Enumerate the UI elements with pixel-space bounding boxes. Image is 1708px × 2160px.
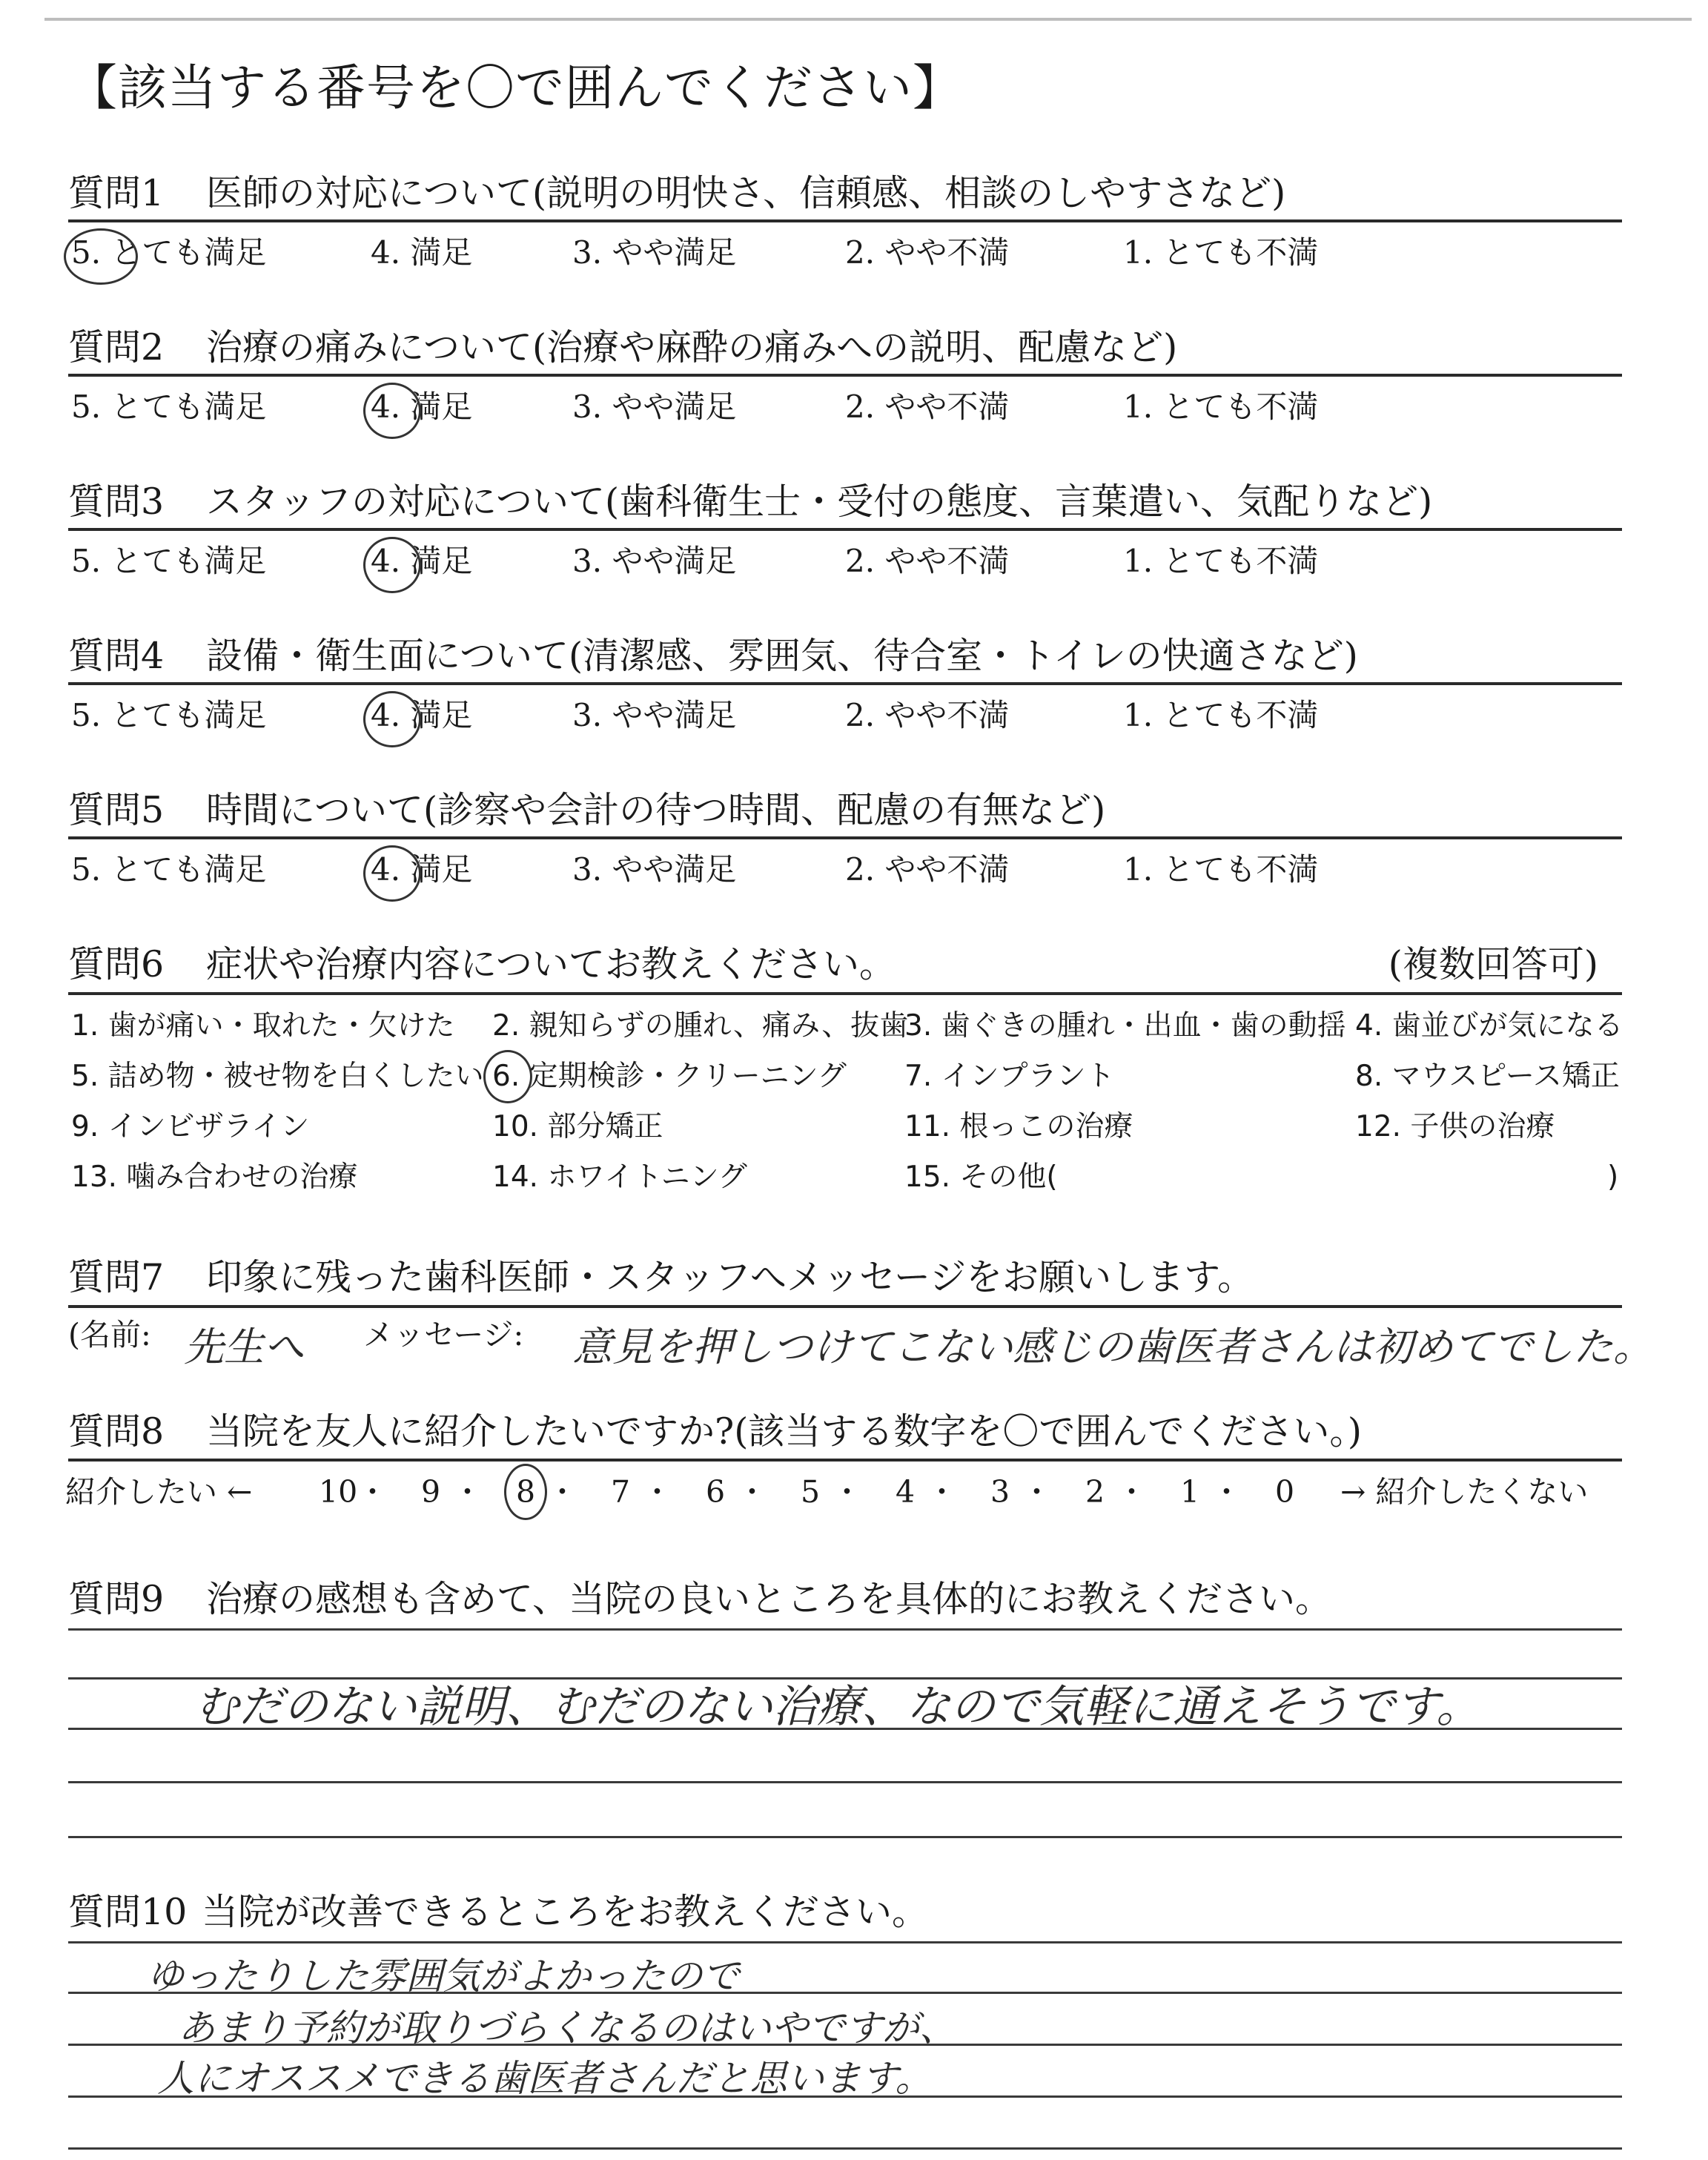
q6-option-13[interactable]: 13. 噛み合わせの治療 bbox=[71, 1160, 358, 1194]
q6-option-8[interactable]: 8. マウスピース矯正 bbox=[1355, 1060, 1620, 1093]
q8-score-3[interactable]: 3 bbox=[990, 1474, 1010, 1510]
q6-option-5[interactable]: 5. 詰め物・被せ物を白くしたい bbox=[71, 1060, 484, 1093]
q9-line-2 bbox=[68, 1677, 1622, 1680]
q8-separator-dot: ・ bbox=[357, 1474, 388, 1510]
q6-multiple-note: (複数回答可) bbox=[1388, 943, 1598, 985]
q8-score-1[interactable]: 1 bbox=[1180, 1474, 1200, 1510]
q6-number: 質問6 bbox=[68, 943, 165, 985]
q5-rule bbox=[68, 836, 1622, 839]
q6-option-11[interactable]: 11. 根っこの治療 bbox=[904, 1110, 1133, 1143]
q4-option-1[interactable]: 1. とても不満 bbox=[1123, 697, 1319, 733]
q4-option-5[interactable]: 5. とても満足 bbox=[71, 697, 267, 733]
q8-score-5[interactable]: 5 bbox=[801, 1474, 821, 1510]
q8-title bbox=[68, 1410, 1363, 1453]
q4-title bbox=[68, 635, 1358, 677]
q2-option-5[interactable]: 5. とても満足 bbox=[71, 389, 267, 425]
q5-title bbox=[68, 789, 1106, 831]
q4-text: 設備・衛生面について(清潔感、雰囲気、待合室・トイレの快適さなど) bbox=[206, 635, 1358, 677]
q6-option-6[interactable]: 6. 定期検診・クリーニング bbox=[492, 1060, 847, 1093]
q7-rule bbox=[68, 1305, 1622, 1308]
q8-score-9[interactable]: 9 bbox=[421, 1474, 441, 1510]
q3-title bbox=[68, 480, 1433, 523]
q7-name-label: (名前: bbox=[68, 1317, 151, 1353]
q2-option-3[interactable]: 3. やや満足 bbox=[572, 389, 737, 425]
q8-score-8[interactable]: 8 bbox=[516, 1474, 536, 1510]
q1-option-1[interactable]: 1. とても不満 bbox=[1123, 234, 1319, 271]
q8-score-2[interactable]: 2 bbox=[1085, 1474, 1105, 1510]
q6-option-10[interactable]: 10. 部分矯正 bbox=[492, 1110, 663, 1143]
q8-right-label: → 紹介したくない bbox=[1340, 1474, 1589, 1510]
q8-separator-dot: ・ bbox=[927, 1474, 957, 1510]
q6-option-1[interactable]: 1. 歯が痛い・取れた・欠けた bbox=[71, 1009, 455, 1043]
q1-text: 医師の対応について(説明の明快さ、信頼感、相談のしやすさなど) bbox=[206, 172, 1286, 214]
q7-name-value[interactable]: 先生へ bbox=[184, 1324, 304, 1370]
q1-option-2[interactable]: 2. やや不満 bbox=[845, 234, 1010, 271]
q6-option-7[interactable]: 7. インプラント bbox=[904, 1060, 1115, 1093]
q8-number: 質問8 bbox=[68, 1410, 165, 1453]
q10-answer-line-1[interactable]: ゆったりした雰囲気がよかったので bbox=[147, 1955, 740, 1998]
q6-option-other-close: ) bbox=[1607, 1160, 1619, 1194]
q10-text: 当院が改善できるところをお教えください。 bbox=[202, 1891, 929, 1933]
q8-separator-dot: ・ bbox=[1211, 1474, 1242, 1510]
q10-title bbox=[68, 1891, 929, 1933]
q6-option-4[interactable]: 4. 歯並びが気になる bbox=[1355, 1009, 1623, 1043]
q6-option-15[interactable]: 15. その他( bbox=[904, 1160, 1058, 1194]
q6-option-2[interactable]: 2. 親知らずの腫れ、痛み、抜歯 bbox=[492, 1009, 909, 1043]
q10-answer-line-2[interactable]: あまり予約が取りづらくなるのはいやですが、 bbox=[178, 2007, 956, 2050]
q6-option-14[interactable]: 14. ホワイトニング bbox=[492, 1160, 747, 1194]
q4-number: 質問4 bbox=[68, 635, 165, 677]
q1-number: 質問1 bbox=[68, 172, 165, 214]
q9-line-1 bbox=[68, 1628, 1622, 1631]
q2-title bbox=[68, 326, 1178, 369]
q3-option-2[interactable]: 2. やや不満 bbox=[845, 543, 1010, 579]
q8-score-7[interactable]: 7 bbox=[611, 1474, 631, 1510]
q5-option-2[interactable]: 2. やや不満 bbox=[845, 851, 1010, 888]
q10-answer-line-3[interactable]: 人にオススメできる歯医者さんだと思います。 bbox=[157, 2057, 933, 2100]
q10-number: 質問10 bbox=[68, 1891, 188, 1933]
q7-text: 印象に残った歯科医師・スタッフへメッセージをお願いします。 bbox=[206, 1256, 1254, 1298]
q3-option-5[interactable]: 5. とても満足 bbox=[71, 543, 267, 579]
q6-rule bbox=[68, 992, 1622, 995]
q7-number: 質問7 bbox=[68, 1256, 165, 1298]
q3-number: 質問3 bbox=[68, 480, 165, 523]
q2-number: 質問2 bbox=[68, 326, 165, 369]
q1-title bbox=[68, 172, 1286, 214]
q8-separator-dot: ・ bbox=[1116, 1474, 1147, 1510]
q9-text: 治療の感想も含めて、当院の良いところを具体的にお教えください。 bbox=[206, 1578, 1332, 1620]
q3-rule bbox=[68, 528, 1622, 531]
q3-text: スタッフの対応について(歯科衛生士・受付の態度、言葉遣い、気配りなど) bbox=[206, 480, 1433, 523]
q1-option-5[interactable]: 5. とても満足 bbox=[71, 234, 267, 271]
q3-option-3[interactable]: 3. やや満足 bbox=[572, 543, 737, 579]
q3-option-4[interactable]: 4. 満足 bbox=[371, 543, 473, 579]
q4-option-4[interactable]: 4. 満足 bbox=[371, 697, 473, 733]
q8-separator-dot: ・ bbox=[832, 1474, 862, 1510]
q8-separator-dot: ・ bbox=[1022, 1474, 1052, 1510]
q2-option-4[interactable]: 4. 満足 bbox=[371, 389, 473, 425]
q4-option-3[interactable]: 3. やや満足 bbox=[572, 697, 737, 733]
q4-rule bbox=[68, 682, 1622, 685]
q5-option-5[interactable]: 5. とても満足 bbox=[71, 851, 267, 888]
q5-option-3[interactable]: 3. やや満足 bbox=[572, 851, 737, 888]
q2-option-1[interactable]: 1. とても不満 bbox=[1123, 389, 1319, 425]
q7-message-value[interactable]: 意見を押しつけてこない感じの歯医者さんは初めてでした。 bbox=[572, 1324, 1653, 1370]
q4-option-2[interactable]: 2. やや不満 bbox=[845, 697, 1010, 733]
q9-title bbox=[68, 1578, 1332, 1620]
q9-number: 質問9 bbox=[68, 1578, 165, 1620]
q8-separator-dot: ・ bbox=[737, 1474, 767, 1510]
q5-number: 質問5 bbox=[68, 789, 165, 831]
q2-text: 治療の痛みについて(治療や麻酔の痛みへの説明、配慮など) bbox=[206, 326, 1178, 369]
q10-line-1 bbox=[68, 1941, 1622, 1943]
q8-text: 当院を友人に紹介したいですか?(該当する数字を〇で囲んでください。) bbox=[206, 1410, 1363, 1453]
q8-score-0[interactable]: 0 bbox=[1275, 1474, 1295, 1510]
q1-rule bbox=[68, 219, 1622, 222]
q8-score-10[interactable]: 10 bbox=[319, 1474, 358, 1510]
q2-option-2[interactable]: 2. やや不満 bbox=[845, 389, 1010, 425]
q2-rule bbox=[68, 374, 1622, 377]
q6-option-9[interactable]: 9. インビザライン bbox=[71, 1110, 310, 1143]
q1-option-3[interactable]: 3. やや満足 bbox=[572, 234, 737, 271]
page-heading: 【該当する番号を〇で囲んでください】 bbox=[68, 59, 962, 116]
q5-option-4[interactable]: 4. 満足 bbox=[371, 851, 473, 888]
q9-line-4 bbox=[68, 1781, 1622, 1783]
q10-line-5 bbox=[68, 2147, 1622, 2150]
q8-separator-dot: ・ bbox=[642, 1474, 672, 1510]
q6-text: 症状や治療内容についてお教えください。 bbox=[206, 943, 896, 985]
q8-separator-dot: ・ bbox=[452, 1474, 483, 1510]
q6-title bbox=[68, 943, 896, 985]
q5-text: 時間について(診察や会計の待つ時間、配慮の有無など) bbox=[206, 789, 1106, 831]
q6-option-3[interactable]: 3. 歯ぐきの腫れ・出血・歯の動揺 bbox=[904, 1009, 1346, 1043]
q7-message-label: メッセージ: bbox=[363, 1317, 524, 1353]
q5-option-1[interactable]: 1. とても不満 bbox=[1123, 851, 1319, 888]
q1-option-4[interactable]: 4. 満足 bbox=[371, 234, 473, 271]
q8-separator-dot: ・ bbox=[547, 1474, 577, 1510]
q8-left-label: 紹介したい ← bbox=[65, 1474, 253, 1510]
q9-line-5 bbox=[68, 1836, 1622, 1838]
q7-title bbox=[68, 1256, 1254, 1298]
q9-answer[interactable]: むだのない説明、むだのない治療、なので気軽に通えそうです。 bbox=[194, 1681, 1481, 1733]
q3-option-1[interactable]: 1. とても不満 bbox=[1123, 543, 1319, 579]
q6-option-12[interactable]: 12. 子供の治療 bbox=[1355, 1110, 1555, 1143]
q8-score-4[interactable]: 4 bbox=[896, 1474, 916, 1510]
scan-edge bbox=[44, 18, 1692, 21]
q8-rule bbox=[68, 1459, 1622, 1462]
q8-score-6[interactable]: 6 bbox=[706, 1474, 726, 1510]
